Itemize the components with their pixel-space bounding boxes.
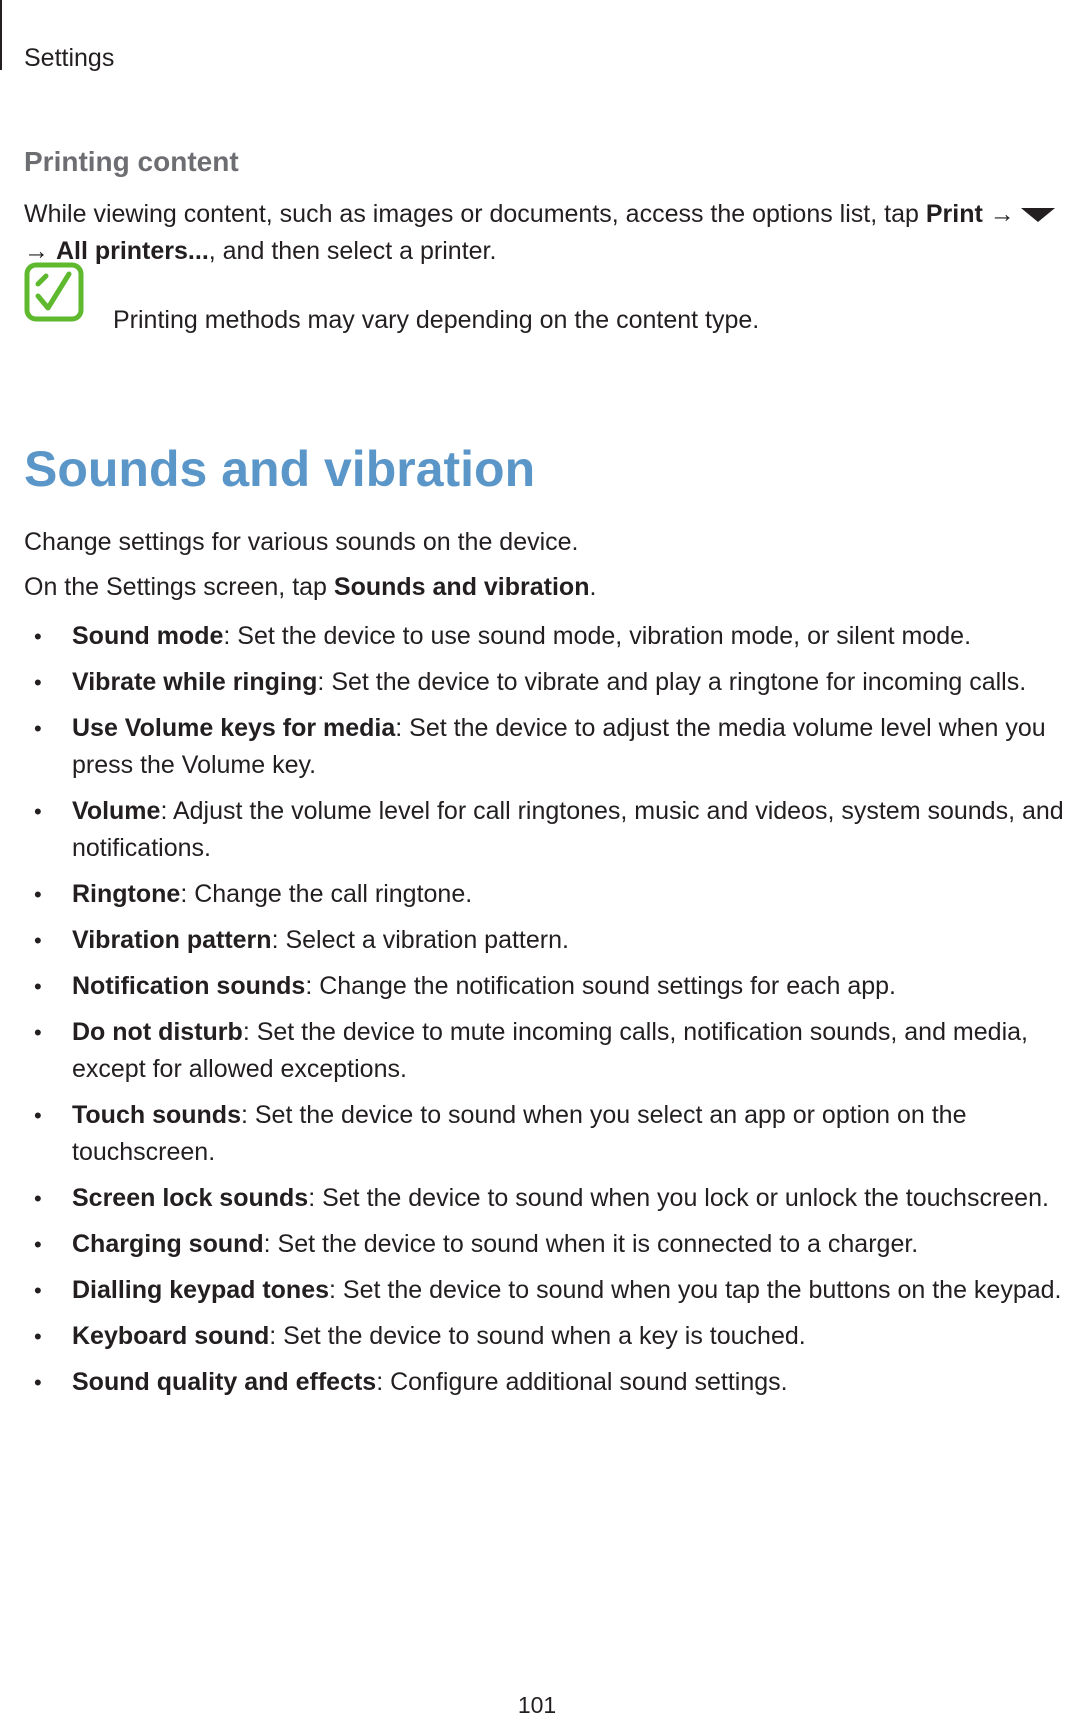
list-item xyxy=(0,1364,1074,1401)
bullet-icon: • xyxy=(34,1324,42,1349)
setting-name: Volume xyxy=(72,797,161,825)
list-item xyxy=(0,1180,1074,1217)
setting-description: : Set the device to mute incoming calls, notification sounds, and media, except for allowed exceptions. xyxy=(72,1018,1028,1083)
setting-description: : Set the device to sound when you tap the buttons on the keypad. xyxy=(329,1276,1062,1304)
bullet-icon: • xyxy=(34,974,42,999)
all-printers-option: All printers... xyxy=(55,237,209,265)
list-item xyxy=(0,664,1074,701)
printing-heading: Printing content xyxy=(24,146,239,177)
setting-description: : Set the device to sound when a key is touched. xyxy=(269,1322,806,1350)
setting-name: Sound mode xyxy=(72,622,224,650)
bullet-icon: • xyxy=(34,1103,42,1128)
setting-name: Vibration pattern xyxy=(72,926,272,954)
bullet-icon: • xyxy=(34,1020,42,1045)
setting-name: Vibrate while ringing xyxy=(72,668,318,696)
section-intro: Change settings for various sounds on the device. xyxy=(24,528,579,556)
setting-description: : Set the device to use sound mode, vibration mode, or silent mode. xyxy=(223,622,972,650)
running-header: Settings xyxy=(24,44,115,72)
setting-description: : Set the device to adjust the media volume level when you press the Volume key. xyxy=(72,714,1046,779)
setting-name: Sound quality and effects xyxy=(72,1368,377,1396)
bullet-icon: • xyxy=(34,1186,42,1211)
section-instruction: On the Settings screen, tap Sounds and vibration. xyxy=(24,573,597,601)
list-item xyxy=(0,1272,1074,1309)
setting-name: Touch sounds xyxy=(72,1101,241,1129)
setting-name: Keyboard sound xyxy=(72,1322,270,1350)
setting-name: Dialling keypad tones xyxy=(72,1276,330,1304)
bullet-icon: • xyxy=(34,716,42,741)
bullet-icon: • xyxy=(34,1232,42,1257)
bullet-icon: • xyxy=(34,1278,42,1303)
section-title: Sounds and vibration xyxy=(24,441,536,497)
bullet-icon: • xyxy=(34,799,42,824)
list-item xyxy=(0,968,1074,1005)
list-item xyxy=(0,1226,1074,1263)
printing-instruction-line1: While viewing content, such as images or documents, access the options list, tap Print → xyxy=(24,196,1055,233)
printing-instruction-line2: → All printers..., and then select a printer. xyxy=(24,237,497,265)
list-item xyxy=(0,710,1074,784)
page-number: 101 xyxy=(517,1692,557,1718)
bullet-icon: • xyxy=(34,624,42,649)
bullet-icon: • xyxy=(34,882,42,907)
setting-description: : Set the device to sound when you select an app or option on the touchscreen. xyxy=(72,1101,967,1166)
bullet-icon: • xyxy=(34,670,42,695)
setting-name: Notification sounds xyxy=(72,972,306,1000)
setting-description: : Change the call ringtone. xyxy=(180,880,473,908)
setting-name: Screen lock sounds xyxy=(72,1184,309,1212)
setting-name: Do not disturb xyxy=(72,1018,243,1046)
note-text: Printing methods may vary depending on the content type. xyxy=(113,306,760,334)
list-item xyxy=(0,1318,1074,1355)
setting-name: Use Volume keys for media xyxy=(72,714,396,742)
setting-description: : Adjust the volume level for call ringtones, music and videos, system sounds, and notifications. xyxy=(72,797,1064,862)
bullet-icon: • xyxy=(34,1370,42,1395)
settings-list xyxy=(0,618,1074,1410)
list-item xyxy=(0,876,1074,913)
print-option: Print xyxy=(925,200,983,228)
setting-description: : Set the device to sound when it is connected to a charger. xyxy=(263,1230,919,1258)
list-item xyxy=(0,922,1074,959)
bullet-icon: • xyxy=(34,928,42,953)
setting-description: : Configure additional sound settings. xyxy=(376,1368,788,1396)
setting-name: Charging sound xyxy=(72,1230,264,1258)
list-item xyxy=(0,618,1074,655)
note-check-icon xyxy=(24,262,84,352)
setting-name: Ringtone xyxy=(72,880,181,908)
dropdown-triangle-icon xyxy=(1021,208,1055,222)
setting-description: : Set the device to sound when you lock or unlock the touchscreen. xyxy=(308,1184,1049,1212)
list-item xyxy=(0,793,1074,867)
list-item xyxy=(0,1014,1074,1088)
list-item xyxy=(0,1097,1074,1171)
sounds-and-vibration-option: Sounds and vibration xyxy=(333,573,590,601)
setting-description: : Select a vibration pattern. xyxy=(271,926,569,954)
setting-description: : Set the device to vibrate and play a ringtone for incoming calls. xyxy=(317,668,1027,696)
corner-mark xyxy=(0,0,2,70)
setting-description: : Change the notification sound settings for each app. xyxy=(305,972,897,1000)
